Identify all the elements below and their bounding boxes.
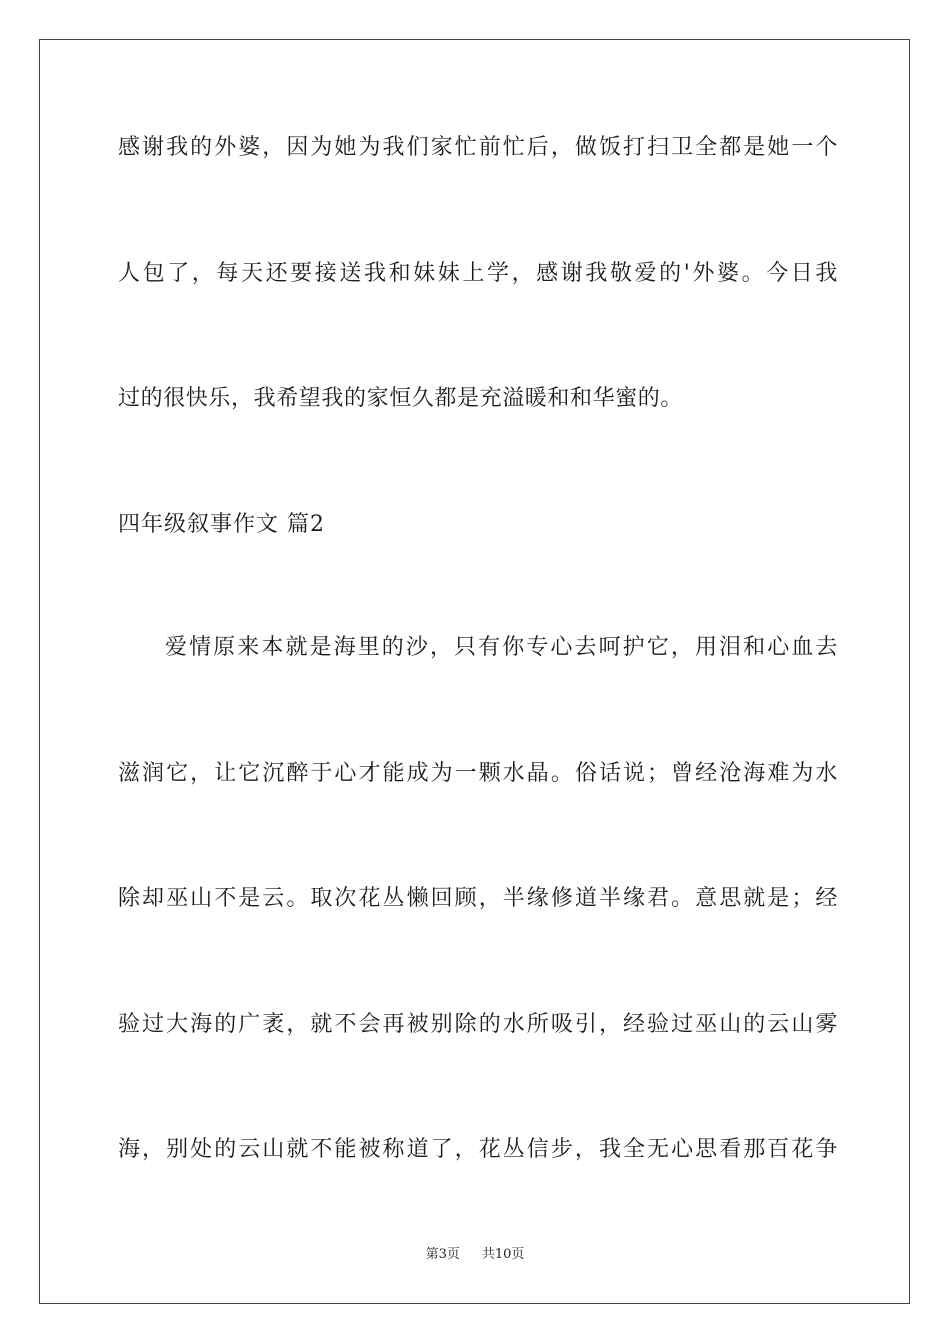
page-number: 第3页: [425, 1247, 460, 1262]
page-footer: [0, 1246, 950, 1264]
body-line-2: 人包了，每天还要接送我和妹妹上学，感谢我敬爱的'外婆。今日我: [118, 261, 838, 286]
paragraph2-line-1: 爱情原来本就是海里的沙，只有你专心去呵护它，用泪和心血去: [165, 635, 838, 660]
paragraph2-line-3: 除却巫山不是云。取次花丛懒回顾，半缘修道半缘君。意思就是；经: [118, 886, 838, 911]
section-heading: 四年级叙事作文 篇2: [118, 512, 325, 537]
paragraph2-line-5: 海，别处的云山就不能被称道了，花丛信步，我全无心思看那百花争: [118, 1137, 838, 1162]
paragraph2-line-2: 滋润它，让它沉醉于心才能成为一颗水晶。俗话说；曾经沧海难为水: [118, 761, 838, 786]
total-pages: 共10页: [481, 1247, 525, 1262]
body-line-1: 感谢我的外婆，因为她为我们家忙前忙后，做饭打扫卫全都是她一个: [118, 135, 838, 160]
body-line-3: 过的很快乐，我希望我的家恒久都是充溢暖和和华蜜的。: [118, 386, 684, 411]
paragraph2-line-4: 验过大海的广袤，就不会再被别除的水所吸引，经验过巫山的云山雾: [118, 1012, 838, 1037]
page-border: [39, 39, 910, 1304]
